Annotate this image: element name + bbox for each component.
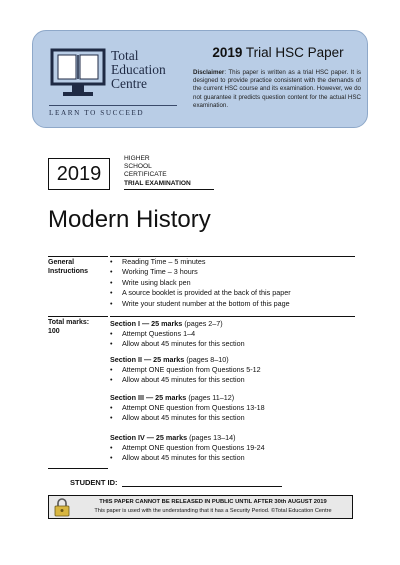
list-item: • Working Time – 3 hours <box>110 267 291 277</box>
monitor-icon <box>49 47 107 101</box>
list-item: • A source booklet is provided at the back of this paper <box>110 288 291 298</box>
general-rule-left <box>48 256 108 257</box>
hsc-underline <box>124 189 214 190</box>
security-notice <box>48 495 353 519</box>
brand-name-line-3: Centre <box>111 76 147 91</box>
section-2 <box>110 355 261 386</box>
general-instructions-label <box>48 258 88 276</box>
general-label-line-1: General <box>48 259 75 266</box>
list-item: • Reading Time – 5 minutes <box>110 257 291 267</box>
section-3-pages: (pages 11–12) <box>188 393 235 402</box>
total-marks-label <box>48 318 89 336</box>
list-item: • Attempt ONE question from Questions 13-18 <box>110 403 265 413</box>
section-4 <box>110 433 265 464</box>
list-item: • Write your student number at the bottom of this page <box>110 299 291 309</box>
paper-title <box>193 45 363 60</box>
general-label-line-2: Instructions <box>48 268 89 276</box>
list-item: • Write using black pen <box>110 278 291 288</box>
section-3-title: Section III — 25 marks <box>110 393 187 402</box>
disclaimer-text: : This paper is written as a trial HSC paper. It is designed to provide practice consistent with the demands of the current HSC course and its examination. However, we do not guarantee it predicts question content for the actual HSC examination. <box>193 69 361 109</box>
header-banner <box>32 30 368 128</box>
general-instructions-list <box>110 257 291 309</box>
student-id-field[interactable] <box>122 486 282 487</box>
hsc-label <box>124 155 191 188</box>
marks-rule-right <box>110 316 355 317</box>
hsc-line-1: HIGHER <box>124 155 150 162</box>
list-item: • Attempt Questions 1–4 <box>110 329 245 339</box>
brand-tagline: LEARN TO SUCCEED <box>49 109 145 117</box>
total-marks-value: 100 <box>48 328 60 336</box>
section-1-title: Section I — 25 marks <box>110 319 183 328</box>
brand-name-line-2: Education <box>111 62 166 77</box>
security-period-notice: This paper is used with the understanding that it has a Security Period. ©Total Education Centre <box>94 508 332 514</box>
list-item: • Allow about 45 minutes for this section <box>110 339 245 349</box>
trial-exam-label: TRIAL EXAMINATION <box>124 179 191 187</box>
exam-year-box: 2019 <box>48 158 110 190</box>
brand-name <box>111 49 191 91</box>
marks-bottom-rule <box>48 468 108 469</box>
padlock-icon <box>52 498 72 517</box>
list-item: • Allow about 45 minutes for this section <box>110 413 265 423</box>
section-4-pages: (pages 13–14) <box>189 433 236 442</box>
section-2-title: Section II — 25 marks <box>110 355 185 364</box>
brand-logo <box>49 47 189 127</box>
section-2-pages: (pages 8–10) <box>186 355 229 364</box>
list-item: • Attempt ONE question from Questions 5-12 <box>110 365 261 375</box>
disclaimer-label: Disclaimer <box>193 69 225 76</box>
marks-rule-left <box>48 316 108 317</box>
student-id-label: STUDENT ID: <box>70 478 118 487</box>
release-notice: THIS PAPER CANNOT BE RELEASED IN PUBLIC UNTIL AFTER 30th AUGUST 2019 <box>99 499 327 505</box>
brand-name-line-1: Total <box>111 48 139 63</box>
paper-title-year: 2019 <box>212 45 243 60</box>
section-4-title: Section IV — 25 marks <box>110 433 188 442</box>
subject-title: Modern History <box>48 206 211 233</box>
tagline-divider <box>49 105 177 106</box>
list-item: • Allow about 45 minutes for this section <box>110 453 265 463</box>
list-item: • Allow about 45 minutes for this section <box>110 375 261 385</box>
section-1 <box>110 319 245 350</box>
total-marks-text: Total marks: <box>48 319 90 326</box>
paper-title-rest: Trial HSC Paper <box>245 45 344 60</box>
disclaimer <box>193 69 361 110</box>
hsc-line-2: SCHOOL <box>124 163 152 171</box>
hsc-line-3: CERTIFICATE <box>124 171 167 179</box>
section-1-pages: (pages 2–7) <box>184 319 223 328</box>
list-item: • Attempt ONE question from Questions 19-24 <box>110 443 265 453</box>
section-3 <box>110 393 265 424</box>
